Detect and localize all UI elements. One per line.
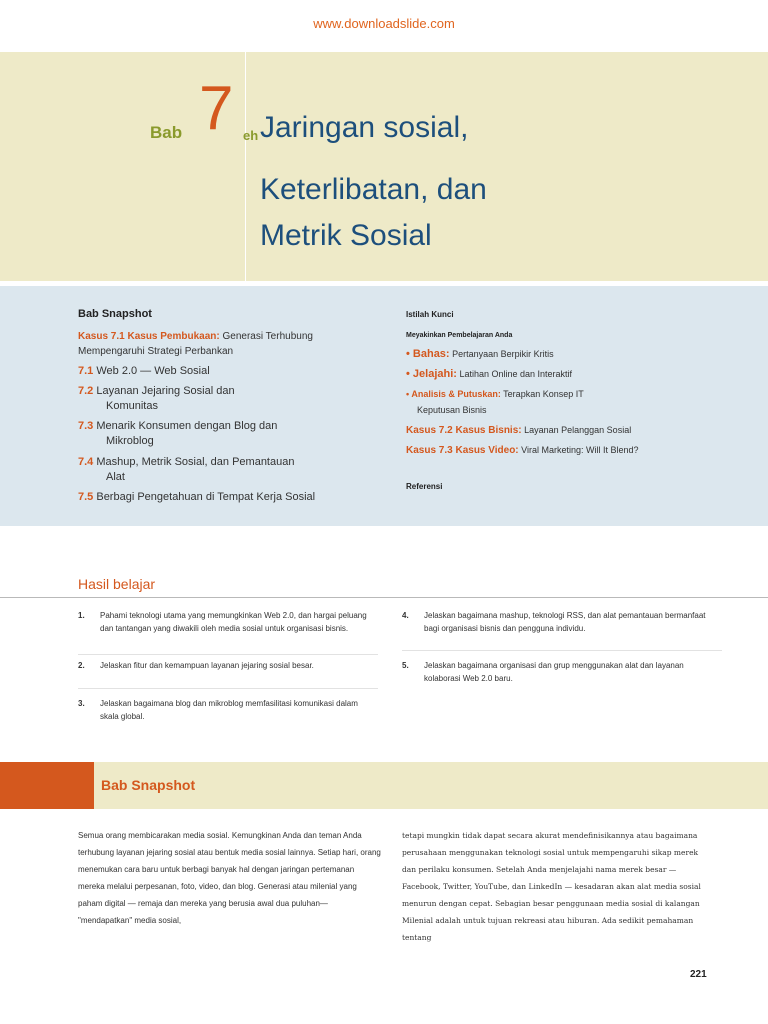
right-list-label: • Analisis & Putuskan: xyxy=(406,389,501,399)
right-list-label: • Bahas: xyxy=(406,348,450,360)
toc-title-cont: Mikroblog xyxy=(106,435,154,447)
toc-item xyxy=(78,455,294,485)
right-list-text: Pertanyaan Berpikir Kritis xyxy=(449,349,554,359)
page-number: 221 xyxy=(690,969,707,980)
right-list-text: Terapkan Konsep IT xyxy=(500,389,584,399)
outcome-text: Jelaskan fitur dan kemampuan layanan jejaring sosial besar. xyxy=(100,661,314,670)
toc-number: 7.1 xyxy=(78,365,94,377)
key-terms: Istilah Kunci xyxy=(406,310,454,319)
toc-item xyxy=(78,419,277,449)
right-list-text: Viral Marketing: Will It Blend? xyxy=(518,445,639,455)
outcome-text: Jelaskan bagaimana organisasi dan grup menggunakan alat dan layanan kolaborasi Web 2.0 baru. xyxy=(424,661,684,683)
banner-accent-bar xyxy=(0,762,94,809)
toc-number: 7.3 xyxy=(78,420,94,432)
toc-item xyxy=(78,384,235,414)
header-divider xyxy=(245,52,246,281)
toc-title: Menarik Konsumen dengan Blog dan xyxy=(93,420,278,432)
outcome-item xyxy=(78,697,378,725)
right-list-item xyxy=(406,425,631,436)
right-list-item xyxy=(417,405,487,415)
banner-title: Bab Snapshot xyxy=(101,777,196,793)
toc-item xyxy=(78,364,210,379)
opening-case-text: Generasi Terhubung xyxy=(219,331,313,342)
outcomes-divider xyxy=(0,597,768,598)
outcome-text: Jelaskan bagaimana mashup, teknologi RSS, dan alat pemantauan bermanfaat bagi organisasi bisnis dan pengguna individu. xyxy=(424,611,706,633)
right-list-label: Kasus 7.2 Kasus Bisnis: xyxy=(406,425,522,436)
chapter-title-line-2: Keterlibatan, dan xyxy=(260,173,487,206)
right-list-label: • Jelajahi: xyxy=(406,368,457,380)
outcome-item xyxy=(78,659,378,673)
outcome-number: 4. xyxy=(402,611,409,620)
right-list-text: Layanan Pelanggan Sosial xyxy=(521,425,632,435)
right-list-item xyxy=(406,368,572,380)
outcome-item xyxy=(78,609,378,649)
chapter-label: Bab xyxy=(150,123,183,142)
chapter-title-line-3: Metrik Sosial xyxy=(260,219,432,252)
snapshot-banner xyxy=(0,762,768,809)
toc-item xyxy=(78,490,315,505)
body-text-right: tetapi mungkin tidak dapat secara akurat mendefinisikannya atau bagaimana perusahaan menggunakan teknologi sosial untuk mempengaruhi sikap merek dan perilaku konsumen. Setelah Anda menjelajahi nama merek besar — Facebook, Twitter, YouTube, dan LinkedIn — kesadaran akan alat media sosial menurun dengan cepat. Sebagian besar penggunaan media sosial di kalangan Milenial adalah untuk tujuan rekreasi atau hiburan. Ada sedikit pemahaman tentang xyxy=(402,831,701,942)
outcome-divider xyxy=(78,654,378,655)
outcome-number: 5. xyxy=(402,661,409,670)
source-url[interactable]: www.downloadslide.com xyxy=(313,16,455,31)
outcome-text: Jelaskan bagaimana blog dan mikroblog memfasilitasi komunikasi dalam skala global. xyxy=(100,699,358,721)
opening-case-text-2: Mempengaruhi Strategi Perbankan xyxy=(78,346,234,357)
body-text-left: Semua orang membicarakan media sosial. Kemungkinan Anda dan teman Anda terhubung layanan jejaring sosial atau bentuk media sosial lainnya. Setiap hari, orang menemukan cara baru untuk berbagi banyak hal dengan jaringan pertemanan mereka melalui perpesanan, foto, video, dan blog. Generasi atau milenial yang paham digital — remaja dan mereka yang berusia awal dua puluhan— "mendapatkan" media sosial, xyxy=(78,831,381,925)
toc-number: 7.2 xyxy=(78,385,94,397)
outcome-number: 1. xyxy=(78,611,85,620)
outcome-divider xyxy=(78,688,378,689)
references: Referensi xyxy=(406,482,443,491)
right-list-item xyxy=(406,389,584,399)
snapshot-heading: Bab Snapshot xyxy=(78,308,152,320)
toc-title-cont: Komunitas xyxy=(106,400,158,412)
toc-title: Layanan Jejaring Sosial dan xyxy=(93,385,235,397)
convincing-learning: Meyakinkan Pembelajaran Anda xyxy=(406,332,513,339)
outcomes-heading: Hasil belajar xyxy=(78,576,156,592)
toc-number: 7.4 xyxy=(78,456,94,468)
outcome-divider xyxy=(402,650,722,651)
outcome-item xyxy=(402,609,722,637)
chapter-suffix: eh xyxy=(243,128,259,143)
chapter-title-line-1: Jaringan sosial, xyxy=(260,111,469,144)
toc-number: 7.5 xyxy=(78,491,94,503)
opening-case xyxy=(78,329,378,359)
right-list-text: Keputusan Bisnis xyxy=(417,405,487,415)
right-list-label: Kasus 7.3 Kasus Video: xyxy=(406,445,519,456)
right-list-text: Latihan Online dan Interaktif xyxy=(456,369,573,379)
toc-title-cont: Alat xyxy=(106,471,125,483)
right-list-item xyxy=(406,445,639,456)
chapter-number: 7 xyxy=(199,74,234,143)
opening-case-label: Kasus 7.1 Kasus Pembukaan: xyxy=(78,331,220,342)
outcome-number: 2. xyxy=(78,661,85,670)
outcome-text: Pahami teknologi utama yang memungkinkan Web 2.0, dan hargai peluang dan tantangan yang diwakili oleh media sosial untuk organisasi bisnis. xyxy=(100,611,367,633)
toc-title: Mashup, Metrik Sosial, dan Pemantauan xyxy=(93,456,295,468)
toc-title: Berbagi Pengetahuan di Tempat Kerja Sosial xyxy=(93,491,316,503)
outcome-item xyxy=(402,659,722,687)
outcome-number: 3. xyxy=(78,699,85,708)
right-list-item xyxy=(406,348,554,360)
toc-title: Web 2.0 — Web Sosial xyxy=(93,365,210,377)
